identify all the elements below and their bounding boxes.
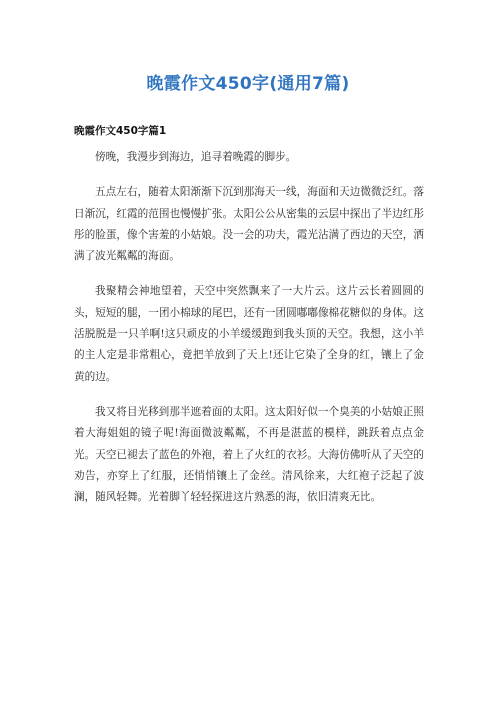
paragraph: 傍晚，我漫步到海边，追寻着晚霞的脚步。: [95, 151, 297, 163]
document-title: 晚霞作文450字(通用7篇): [146, 74, 350, 94]
section-heading: 晚霞作文450字篇1: [74, 125, 167, 137]
article-body: [74, 147, 424, 522]
paragraph: 五点左右，随着太阳渐渐下沉到那海天一线，海面和天边微微泛红。落日渐沉，红霞的范围也慢慢扩张。太阳公公从密集的云层中探出了半边红彤彤的脸蛋，像个害羞的小姑娘。没一会的功夫，霞光沾满了西边的天空，洒满了波光粼粼的海面。: [74, 186, 424, 263]
paragraph: 我聚精会神地望着，天空中突然飘来了一大片云。这片云长着圆圆的头，短短的腿，一团小棉球的尾巴，还有一团圆嘟嘟像棉花糖似的身体。这活脱脱是一只羊啊!这只顽皮的小羊缓缓跑到我头顶的天空。我想，这小羊的主人定是非常粗心，竟把羊放到了天上!还让它染了全身的红，镶上了金黄的边。: [74, 285, 424, 383]
paragraph: 我又将目光移到那半遮着面的太阳。这太阳好似一个臭美的小姑娘正照着大海姐姐的镜子呢!海面微波粼粼，不再是湛蓝的模样，跳跃着点点金光。天空已褪去了蓝色的外袍，着上了火红的衣衫。大海仿佛听从了天空的劝告，亦穿上了红服，还悄悄镶上了金丝。清风徐来，大红袍子泛起了波澜，随风轻舞。光着脚丫轻轻探进这片熟悉的海，依旧清爽无比。: [74, 405, 424, 504]
